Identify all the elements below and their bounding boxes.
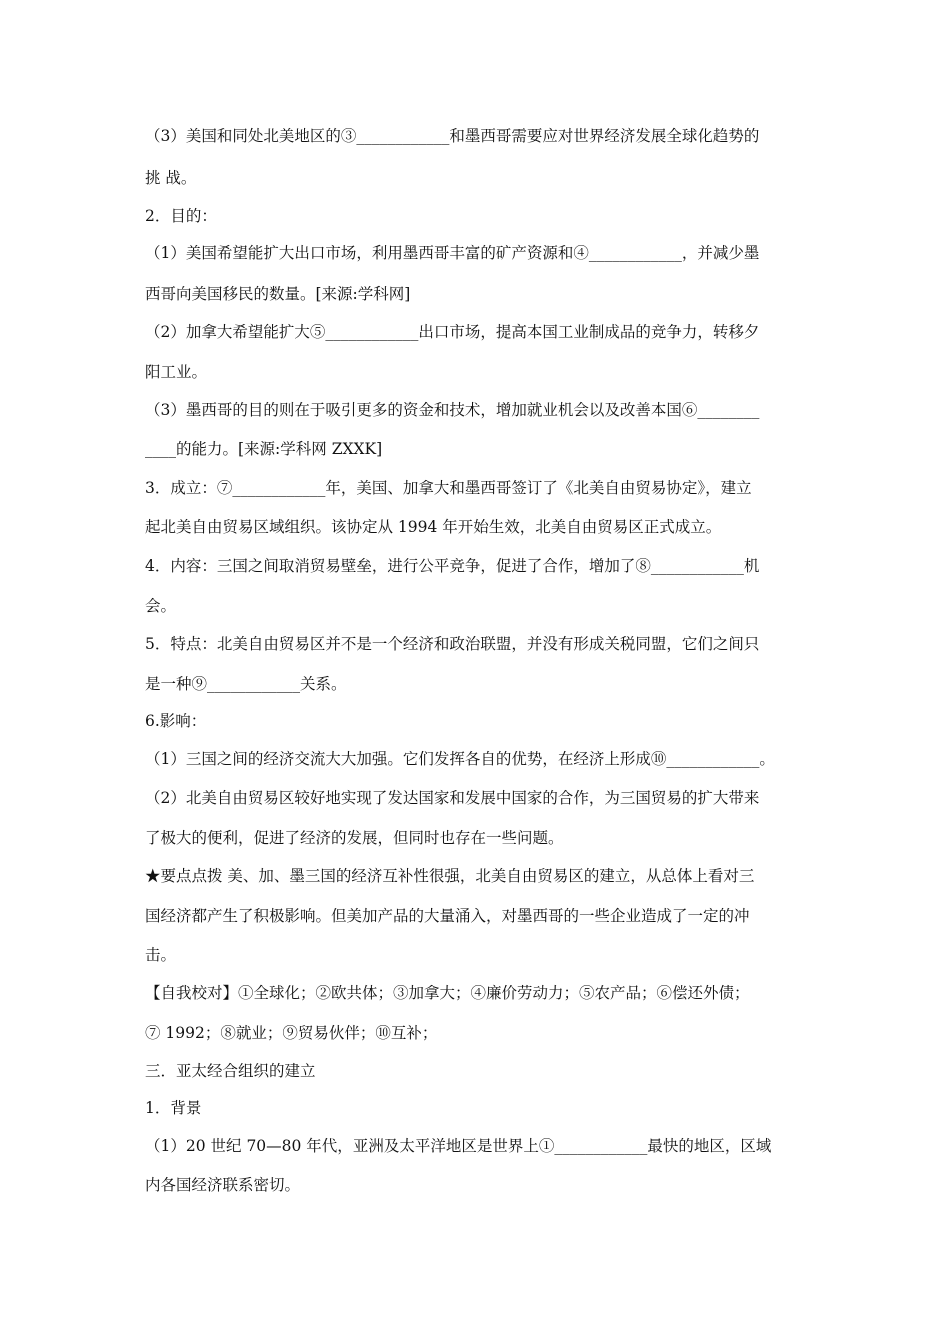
text-line: （3）墨西哥的目的则在于吸引更多的资金和技术，增加就业机会以及改善本国⑥________: [145, 401, 760, 419]
text-line: 3．成立：⑦____________年，美国、加拿大和墨西哥签订了《北美自由贸易协定》，建立: [145, 479, 752, 497]
section-heading: 1．背景: [145, 1099, 202, 1117]
text-line: （1）美国希望能扩大出口市场，利用墨西哥丰富的矿产资源和④____________，并减少墨: [145, 244, 760, 262]
text-line: 阳工业。: [145, 363, 208, 381]
section-heading: 6.影响：: [145, 712, 207, 730]
text-line: ____的能力。[来源:学科网 ZXXK]: [145, 440, 383, 458]
text-line: 国经济都产生了积极影响。但美加产品的大量涌入，对墨西哥的一些企业造成了一定的冲: [145, 907, 750, 925]
section-heading: 三．亚太经合组织的建立: [145, 1062, 316, 1080]
text-line: （3）美国和同处北美地区的③____________和墨西哥需要应对世界经济发展全球化趋势的: [145, 127, 760, 145]
key-point-note: ★要点点拨 美、加、墨三国的经济互补性很强，北美自由贸易区的建立，从总体上看对三: [145, 867, 755, 885]
answer-key: 【自我校对】①全球化；②欧共体；③加拿大；④廉价劳动力；⑤农产品；⑥偿还外债；: [145, 984, 750, 1002]
answer-key: ⑦ 1992；⑧就业；⑨贸易伙伴；⑩互补；: [145, 1024, 438, 1042]
text-line: 4．内容：三国之间取消贸易壁垒，进行公平竞争，促进了合作，增加了⑧____________机: [145, 557, 760, 575]
text-line: （2）加拿大希望能扩大⑤____________出口市场，提高本国工业制成品的竞争力，转移夕: [145, 323, 760, 341]
text-line: （1）20 世纪 70—80 年代，亚洲及太平洋地区是世界上①____________最快的地区，区域: [145, 1137, 772, 1155]
section-heading: 2．目的：: [145, 207, 217, 225]
text-line: 西哥向美国移民的数量。[来源:学科网]: [145, 285, 411, 303]
text-line: （1）三国之间的经济交流大大加强。它们发挥各自的优势，在经济上形成⑩____________。: [145, 750, 775, 768]
text-line: 起北美自由贸易区域组织。该协定从 1994 年开始生效，北美自由贸易区正式成立。: [145, 518, 722, 536]
text-line: （2）北美自由贸易区较好地实现了发达国家和发展中国家的合作，为三国贸易的扩大带来: [145, 789, 760, 807]
text-line: 了极大的便利，促进了经济的发展，但同时也存在一些问题。: [145, 829, 564, 847]
text-line: 内各国经济联系密切。: [145, 1176, 301, 1194]
text-line: 会。: [145, 597, 177, 615]
text-line: 是一种⑨____________关系。: [145, 675, 347, 693]
text-line: 挑 战。: [145, 169, 197, 187]
text-line: 5．特点：北美自由贸易区并不是一个经济和政治联盟，并没有形成关税同盟，它们之间只: [145, 635, 760, 653]
text-line: 击。: [145, 946, 177, 964]
